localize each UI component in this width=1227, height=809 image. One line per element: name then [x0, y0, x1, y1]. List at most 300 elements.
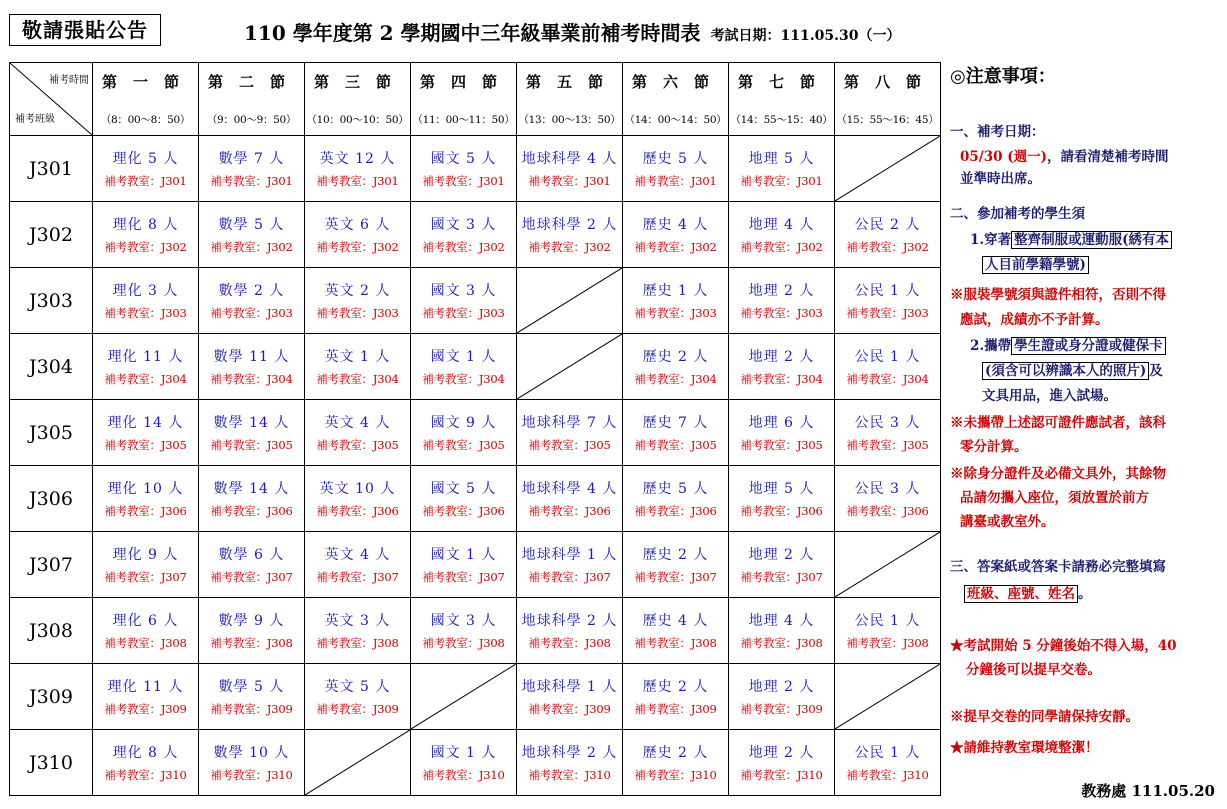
schedule-cell: [835, 730, 941, 796]
schedule-cell: [623, 664, 729, 730]
note-1-line1: [960, 145, 1168, 169]
schedule-cell: [305, 466, 411, 532]
quiet-note: ※提早交卷的同學請保持安靜。: [950, 709, 1139, 725]
empty-cell-slash: [835, 664, 940, 729]
exam-room: 補考教室：J309: [316, 702, 399, 716]
exam-room: 補考教室：J304: [740, 372, 823, 386]
exam-date: 考試日期：111.05.30（一）: [710, 28, 901, 44]
period-name: 第六節: [631, 73, 725, 91]
schedule-cell: [729, 598, 835, 664]
class-label: J310: [10, 730, 93, 796]
period-time: （8：00～8：50）: [100, 114, 191, 126]
note-2-warn3-line1: ※除身分證件及必備文具外，其餘物: [950, 466, 1166, 482]
star-note-2: ★請維持教室環境整潔！: [950, 740, 1099, 756]
exam-room: 補考教室：J302: [210, 240, 293, 254]
subject-count: 英文 6 人: [324, 217, 391, 233]
class-label: J306: [10, 466, 93, 532]
subject-count: 歷史 2 人: [642, 349, 709, 365]
exam-room: 補考教室：J308: [104, 636, 187, 650]
subject-count: 國文 9 人: [430, 415, 497, 431]
subject-count: 數學 9 人: [218, 613, 285, 629]
exam-room: 補考教室：J307: [740, 570, 823, 584]
exam-room: 補考教室：J310: [528, 768, 611, 782]
schedule-cell: [623, 334, 729, 400]
exam-room: 補考教室：J310: [846, 768, 929, 782]
schedule-cell: [623, 730, 729, 796]
empty-cell: [517, 334, 623, 400]
period-header-1: [93, 63, 199, 136]
schedule-cell: [93, 268, 199, 334]
table-row: [10, 400, 941, 466]
exam-room: 補考教室：J303: [316, 306, 399, 320]
schedule-cell: [305, 268, 411, 334]
notes-heading: ◎注意事項：: [950, 66, 1056, 87]
schedule-cell: [623, 136, 729, 202]
schedule-cell: [411, 334, 517, 400]
class-label: J303: [10, 268, 93, 334]
schedule-cell: [729, 400, 835, 466]
exam-room: 補考教室：J306: [104, 504, 187, 518]
empty-cell: [305, 730, 411, 796]
exam-room: 補考教室：J304: [634, 372, 717, 386]
exam-room: 補考教室：J306: [210, 504, 293, 518]
exam-room: 補考教室：J304: [846, 372, 929, 386]
period-name: 第三節: [313, 73, 407, 91]
empty-cell-slash: [305, 730, 410, 795]
exam-room: 補考教室：J306: [316, 504, 399, 518]
period-time: （11：00～11：50）: [412, 114, 515, 126]
schedule-cell: [411, 598, 517, 664]
note-2-1-prefix: 1.穿著: [970, 232, 1012, 248]
note-2-2-box: 學生證或身分證或健保卡: [1011, 337, 1166, 355]
subject-count: 數學 6 人: [218, 547, 285, 563]
exam-room: 補考教室：J306: [846, 504, 929, 518]
subject-count: 理化 10 人: [107, 481, 184, 497]
schedule-cell: [835, 334, 941, 400]
note-1-rest: ，請看清楚補考時間: [1046, 149, 1169, 165]
empty-cell-slash: [835, 532, 940, 597]
period-header-8: [835, 63, 941, 136]
exam-room: 補考教室：J305: [316, 438, 399, 452]
period-name: 第七節: [737, 73, 831, 91]
subject-count: 歷史 4 人: [642, 613, 709, 629]
schedule-cell: [517, 664, 623, 730]
subject-count: 地球科學 7 人: [521, 415, 618, 431]
note-2-title: 二、參加補考的學生須: [950, 206, 1085, 222]
subject-count: 公民 1 人: [854, 613, 921, 629]
class-label: J307: [10, 532, 93, 598]
note-2-1-box2: 人目前學籍學號): [982, 256, 1089, 274]
subject-count: 理化 11 人: [107, 349, 184, 365]
subject-count: 數學 2 人: [218, 283, 285, 299]
exam-room: 補考教室：J301: [316, 174, 399, 188]
exam-room: 補考教室：J309: [104, 702, 187, 716]
subject-count: 英文 10 人: [319, 481, 396, 497]
subject-count: 地理 4 人: [748, 613, 815, 629]
subject-count: 公民 1 人: [854, 745, 921, 761]
exam-room: 補考教室：J309: [740, 702, 823, 716]
schedule-cell: [729, 136, 835, 202]
schedule-cell: [93, 334, 199, 400]
exam-room: 補考教室：J310: [210, 768, 293, 782]
exam-room: 補考教室：J302: [104, 240, 187, 254]
subject-count: 公民 2 人: [854, 217, 921, 233]
subject-count: 數學 7 人: [218, 151, 285, 167]
exam-room: 補考教室：J308: [422, 636, 505, 650]
exam-room: 補考教室：J301: [740, 174, 823, 188]
exam-room: 補考教室：J301: [634, 174, 717, 188]
exam-room: 補考教室：J308: [316, 636, 399, 650]
schedule-cell: [93, 532, 199, 598]
subject-count: 地球科學 2 人: [521, 217, 618, 233]
class-label: J304: [10, 334, 93, 400]
exam-room: 補考教室：J309: [634, 702, 717, 716]
period-header-7: [729, 63, 835, 136]
schedule-cell: [411, 532, 517, 598]
table-row: [10, 202, 941, 268]
schedule-cell: [93, 730, 199, 796]
period-header-2: [199, 63, 305, 136]
corner-label-time: 補考時間: [49, 75, 89, 86]
schedule-cell: [623, 532, 729, 598]
note-3-line2: [964, 582, 1092, 606]
period-name: 第五節: [525, 73, 619, 91]
class-label: J302: [10, 202, 93, 268]
subject-count: 公民 3 人: [854, 415, 921, 431]
exam-room: 補考教室：J308: [846, 636, 929, 650]
subject-count: 地球科學 2 人: [521, 613, 618, 629]
period-name: 第二節: [207, 73, 301, 91]
subject-count: 理化 11 人: [107, 679, 184, 695]
subject-count: 公民 1 人: [854, 283, 921, 299]
subject-count: 公民 3 人: [854, 481, 921, 497]
exam-room: 補考教室：J301: [104, 174, 187, 188]
schedule-cell: [729, 334, 835, 400]
table-row: [10, 466, 941, 532]
schedule-cell: [305, 202, 411, 268]
period-header-3: [305, 63, 411, 136]
exam-room: 補考教室：J301: [210, 174, 293, 188]
exam-room: 補考教室：J301: [422, 174, 505, 188]
period-header-6: [623, 63, 729, 136]
class-label: J308: [10, 598, 93, 664]
exam-room: 補考教室：J302: [528, 240, 611, 254]
schedule-cell: [305, 334, 411, 400]
note-2-2-prefix: 2.攜帶: [970, 338, 1012, 354]
exam-room: 補考教室：J307: [634, 570, 717, 584]
schedule-cell: [623, 268, 729, 334]
schedule-cell: [199, 202, 305, 268]
schedule-cell: [93, 400, 199, 466]
subject-count: 地球科學 4 人: [521, 481, 618, 497]
schedule-cell: [199, 400, 305, 466]
exam-room: 補考教室：J302: [422, 240, 505, 254]
exam-room: 補考教室：J308: [528, 636, 611, 650]
subject-count: 理化 8 人: [112, 745, 179, 761]
exam-room: 補考教室：J306: [740, 504, 823, 518]
schedule-title: 110 學年度第 2 學期國中三年級畢業前補考時間表: [244, 21, 701, 45]
schedule-cell: [517, 466, 623, 532]
schedule-cell: [93, 664, 199, 730]
subject-count: 數學 11 人: [213, 349, 290, 365]
class-label: J305: [10, 400, 93, 466]
subject-count: 英文 4 人: [324, 547, 391, 563]
subject-count: 理化 5 人: [112, 151, 179, 167]
subject-count: 地球科學 1 人: [521, 547, 618, 563]
subject-count: 歷史 7 人: [642, 415, 709, 431]
schedule-cell: [517, 136, 623, 202]
schedule-cell: [835, 466, 941, 532]
subject-count: 地理 4 人: [748, 217, 815, 233]
exam-room: 補考教室：J304: [104, 372, 187, 386]
schedule-cell: [729, 664, 835, 730]
schedule-cell: [835, 400, 941, 466]
schedule-cell: [517, 730, 623, 796]
schedule-cell: [729, 532, 835, 598]
note-2-warn2-line2: 零分計算。: [960, 439, 1028, 455]
subject-count: 英文 2 人: [324, 283, 391, 299]
star-note-1-line1: ★考試開始 5 分鐘後始不得入場，40: [950, 638, 1177, 654]
schedule-cell: [199, 466, 305, 532]
period-time: （10：00～10：50）: [306, 114, 409, 126]
schedule-cell: [835, 202, 941, 268]
exam-room: 補考教室：J309: [210, 702, 293, 716]
table-row: [10, 334, 941, 400]
exam-room: 補考教室：J304: [210, 372, 293, 386]
schedule-cell: [305, 532, 411, 598]
schedule-cell: [411, 400, 517, 466]
subject-count: 地理 6 人: [748, 415, 815, 431]
schedule-cell: [729, 268, 835, 334]
subject-count: 國文 1 人: [430, 745, 497, 761]
note-2-2-line3: 文具用品，進入試場。: [982, 388, 1117, 404]
schedule-cell: [411, 466, 517, 532]
table-row: [10, 136, 941, 202]
subject-count: 國文 5 人: [430, 151, 497, 167]
schedule-cell: [729, 730, 835, 796]
subject-count: 地球科學 2 人: [521, 745, 618, 761]
table-row: [10, 532, 941, 598]
schedule-cell: [835, 598, 941, 664]
subject-count: 地理 2 人: [748, 349, 815, 365]
schedule-cell: [623, 202, 729, 268]
table-row: [10, 730, 941, 796]
exam-room: 補考教室：J307: [210, 570, 293, 584]
subject-count: 理化 8 人: [112, 217, 179, 233]
subject-count: 地理 5 人: [748, 481, 815, 497]
schedule-cell: [199, 730, 305, 796]
subject-count: 歷史 4 人: [642, 217, 709, 233]
schedule-cell: [199, 664, 305, 730]
subject-count: 國文 3 人: [430, 613, 497, 629]
note-1-line2: 並準時出席。: [960, 171, 1041, 187]
note-2-warn1-line2: 應試，成績亦不予計算。: [960, 312, 1109, 328]
note-2-1-box: 整齊制服或運動服(綉有本: [1011, 231, 1172, 249]
exam-room: 補考教室：J308: [210, 636, 293, 650]
exam-room: 補考教室：J310: [634, 768, 717, 782]
post-notice-label: 敬請張貼公告: [9, 14, 161, 46]
schedule-cell: [305, 400, 411, 466]
empty-cell-slash: [411, 664, 516, 729]
subject-count: 公民 1 人: [854, 349, 921, 365]
exam-room: 補考教室：J305: [528, 438, 611, 452]
note-3-line1: 三、答案紙或答案卡請務必完整填寫: [950, 559, 1166, 575]
schedule-cell: [517, 400, 623, 466]
schedule-cell: [411, 268, 517, 334]
exam-room: 補考教室：J303: [210, 306, 293, 320]
exam-room: 補考教室：J302: [846, 240, 929, 254]
period-header-row: [10, 63, 941, 136]
schedule-cell: [93, 136, 199, 202]
schedule-cell: [305, 598, 411, 664]
empty-cell-slash: [517, 268, 622, 333]
exam-room: 補考教室：J301: [528, 174, 611, 188]
exam-room: 補考教室：J305: [422, 438, 505, 452]
schedule-cell: [835, 268, 941, 334]
class-label: J301: [10, 136, 93, 202]
exam-room: 補考教室：J303: [846, 306, 929, 320]
subject-count: 地理 2 人: [748, 283, 815, 299]
subject-count: 國文 1 人: [430, 547, 497, 563]
empty-cell: [835, 664, 941, 730]
subject-count: 地理 5 人: [748, 151, 815, 167]
schedule-cell: [517, 598, 623, 664]
schedule-cell: [199, 598, 305, 664]
subject-count: 國文 1 人: [430, 349, 497, 365]
note-1-date: 05/30 (週一): [960, 149, 1047, 165]
schedule-cell: [411, 202, 517, 268]
period-name: 第四節: [419, 73, 513, 91]
note-2-warn2-line1: ※未攜帶上述認可證件應試者，該科: [950, 415, 1166, 431]
subject-count: 理化 6 人: [112, 613, 179, 629]
schedule-cell: [93, 598, 199, 664]
exam-room: 補考教室：J305: [104, 438, 187, 452]
subject-count: 理化 3 人: [112, 283, 179, 299]
schedule-cell: [305, 136, 411, 202]
note-2-2-tail: 及: [1149, 363, 1163, 379]
subject-count: 英文 4 人: [324, 415, 391, 431]
exam-room: 補考教室：J302: [740, 240, 823, 254]
note-2-2-box2: (須含可以辨識本人的照片): [982, 362, 1149, 380]
corner-label-class: 補考班級: [15, 114, 55, 125]
empty-cell-slash: [517, 334, 622, 399]
subject-count: 歷史 2 人: [642, 547, 709, 563]
note-3-tail: 。: [1078, 586, 1092, 602]
exam-room: 補考教室：J303: [104, 306, 187, 320]
subject-count: 數學 10 人: [213, 745, 290, 761]
period-time: （14：55～15：40）: [730, 114, 833, 126]
schedule-cell: [411, 730, 517, 796]
subject-count: 理化 9 人: [112, 547, 179, 563]
exam-room: 補考教室：J305: [740, 438, 823, 452]
exam-room: 補考教室：J303: [634, 306, 717, 320]
exam-room: 補考教室：J310: [104, 768, 187, 782]
subject-count: 英文 1 人: [324, 349, 391, 365]
exam-room: 補考教室：J310: [422, 768, 505, 782]
schedule-cell: [199, 334, 305, 400]
note-2-2-line2: [982, 359, 1163, 383]
table-row: [10, 598, 941, 664]
period-name: 第八節: [843, 73, 937, 91]
exam-room: 補考教室：J303: [740, 306, 823, 320]
exam-room: 補考教室：J305: [634, 438, 717, 452]
schedule-cell: [305, 664, 411, 730]
schedule-cell: [199, 268, 305, 334]
period-time: （9：00～9：50）: [206, 114, 297, 126]
schedule-cell: [199, 532, 305, 598]
schedule-cell: [411, 136, 517, 202]
note-2-1-line1: [970, 228, 1172, 252]
subject-count: 英文 5 人: [324, 679, 391, 695]
subject-count: 地理 2 人: [748, 745, 815, 761]
subject-count: 數學 14 人: [213, 415, 290, 431]
period-header-4: [411, 63, 517, 136]
exam-room: 補考教室：J304: [422, 372, 505, 386]
subject-count: 地球科學 4 人: [521, 151, 618, 167]
exam-room: 補考教室：J302: [316, 240, 399, 254]
note-3-box: 班級、座號、姓名: [964, 585, 1078, 603]
table-row: [10, 268, 941, 334]
subject-count: 數學 5 人: [218, 679, 285, 695]
exam-room: 補考教室：J306: [528, 504, 611, 518]
schedule-cell: [623, 400, 729, 466]
table-row: [10, 664, 941, 730]
exam-room: 補考教室：J310: [740, 768, 823, 782]
subject-count: 數學 14 人: [213, 481, 290, 497]
schedule-cell: [517, 202, 623, 268]
schedule-cell: [729, 466, 835, 532]
schedule-cell: [93, 202, 199, 268]
schedule-cell: [623, 598, 729, 664]
period-time: （15：55～16：45）: [836, 114, 939, 126]
schedule-cell: [729, 202, 835, 268]
exam-room: 補考教室：J302: [634, 240, 717, 254]
note-2-warn3-line3: 講臺或教室外。: [960, 514, 1055, 530]
subject-count: 地理 2 人: [748, 679, 815, 695]
schedule-cell: [517, 532, 623, 598]
exam-room: 補考教室：J307: [316, 570, 399, 584]
star-note-1-line2: 分鐘後可以提早交卷。: [966, 662, 1101, 678]
period-name: 第一節: [101, 73, 195, 91]
subject-count: 國文 5 人: [430, 481, 497, 497]
subject-count: 國文 3 人: [430, 283, 497, 299]
corner-header: [10, 63, 93, 136]
subject-count: 英文 3 人: [324, 613, 391, 629]
exam-room: 補考教室：J306: [634, 504, 717, 518]
schedule-cell: [623, 466, 729, 532]
note-2-warn1-line1: ※服裝學號須與證件相符，否則不得: [950, 287, 1166, 303]
page-title: [244, 17, 901, 46]
exam-room: 補考教室：J305: [846, 438, 929, 452]
note-1-title: 一、補考日期：: [950, 124, 1045, 140]
empty-cell: [835, 136, 941, 202]
empty-cell: [411, 664, 517, 730]
exam-room: 補考教室：J307: [528, 570, 611, 584]
subject-count: 英文 12 人: [319, 151, 396, 167]
empty-cell: [517, 268, 623, 334]
note-2-warn3-line2: 品請勿攜入座位，須放置於前方: [960, 490, 1149, 506]
subject-count: 理化 14 人: [107, 415, 184, 431]
issuer-footer: 教務處 111.05.20: [1081, 782, 1215, 800]
makeup-exam-schedule-table: [9, 62, 941, 796]
empty-cell-slash: [835, 136, 940, 201]
exam-room: 補考教室：J305: [210, 438, 293, 452]
period-time: （13：00～13：50）: [518, 114, 621, 126]
schedule-cell: [93, 466, 199, 532]
subject-count: 數學 5 人: [218, 217, 285, 233]
class-label: J309: [10, 664, 93, 730]
exam-room: 補考教室：J307: [422, 570, 505, 584]
